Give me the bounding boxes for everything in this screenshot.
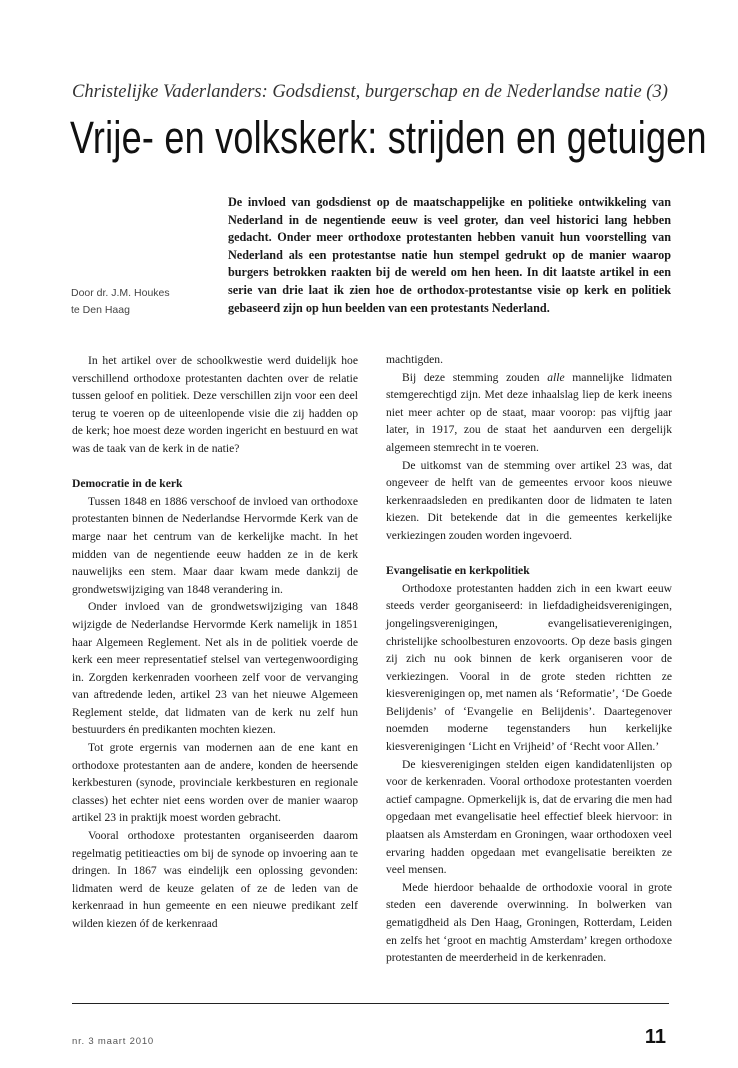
intro-paragraph: In het artikel over de schoolkwestie werd duidelijk hoe verschillend orthodoxe protestanten dachten over de relatie tussen geloof en politiek. Deze verschillen zijn voor een deel terug te voeren op de uiteenlopende visie die zij hadden op de kerk; hoe moest deze worden ingericht en bestuurd en wat was de taak van de kerk in de natie? — [72, 354, 358, 455]
series-title: Christelijke Vaderlanders: Godsdienst, burgerschap en de Nederlandse natie (3) — [72, 82, 668, 102]
byline — [71, 285, 221, 319]
body-paragraph — [386, 369, 672, 457]
lead-paragraph: De invloed van godsdienst op de maatschappelijke en politieke ontwikkeling van Nederland in de negentiende eeuw is veel groter, dan veel historici lang hebben gedacht. Onder meer orthodoxe protestanten hebben vanuit hun voorstelling van Nederland als een protestantse natie hun stempel gedrukt op de manier waarop burgers betrokken raakten bij de wereld om hen heen. In dit laatste artikel in een serie van drie laat ik zien hoe de orthodox-protestantse visie op kerk en politiek gebaseerd zijn op hun beelden van een protestants Nederland. — [228, 195, 671, 315]
body-paragraph: De kiesverenigingen stelden eigen kandidatenlijsten op voor de kerkenraden. Vooral orthodoxe protestanten voerden actief campagne. Opmerkelijk is, dat de ervaring die men had opgedaan met evangelisatie heel effectief bleek hiervoor: in plaatsen als Amsterdam en Groningen, waar orthodoxen veel ervaring hadden opgedaan met evangelisatie bereikten ze veel mensen. — [386, 757, 672, 877]
section-heading-evangelisatie: Evangelisatie en kerkpolitiek — [386, 564, 530, 578]
byline-location: te Den Haag — [71, 304, 130, 316]
page-number: 11 — [644, 1026, 666, 1048]
body-paragraph: Mede hierdoor behaalde de orthodoxie vooral in grote steden een daverende overwinning. In bolwerken van gematigdheid als Den Haag, Groningen, Rotterdam, Leiden en zelfs het ‘groot en machtig Amsterdam’ kregen orthodoxe protestanten de meerderheid in de kerkenraden. — [386, 880, 672, 965]
article-title: Vrije- en volkskerk: strijden en getuigen — [70, 112, 707, 163]
text-run: mannelijke lidmaten stemgerechtigd zijn. Met deze inhaalslag liep de kerk ineens niet meer achter op de staat, maar voorop: pas vijftig jaar later, in 1917, zou de staat het aandurven een dergelijk algemeen stemrecht in te voeren. — [386, 370, 673, 454]
text-run: Bij deze stemming zouden — [402, 370, 548, 384]
body-paragraph: Onder invloed van de grondwetswijziging van 1848 wijzigde de Nederlandse Hervormde Kerk namelijk in 1851 haar Algemeen Reglement. Net als in de politiek voerde de kerk een meer representatief stelsel van vertegenwoordiging in. Zorgden kerkenraden voorheen zelf voor de vervanging van aftredende leden, artikel 23 van het nieuwe Algemeen Reglement stelde, dat lidmaten van de kerk nu zelf hun bestuurders én predikanten mochten kiezen. — [72, 600, 358, 737]
byline-author: Door dr. J.M. Houkes — [71, 287, 170, 299]
body-paragraph: Vooral orthodoxe protestanten organiseerden daarom regelmatig petitieacties om bij de synode op invoering aan te dringen. In 1867 was eindelijk een oplossing gevonden: lidmaten werd de keuze gelaten of ze de leden van de kerkenraad in hun gemeente en een nieuwe predikant zelf wilden kiezen óf de kerkenraad — [72, 829, 358, 930]
footer-rule — [72, 1003, 669, 1004]
body-paragraph: Orthodoxe protestanten hadden zich in een kwart eeuw steeds verder georganiseerd: in liefdadigheidsverenigingen, jongelingsverenigingen, evangelisatieverenigingen, christelijke schoolbesturen enzovoorts. Op deze basis gingen zij zich nu ook binnen de kerk organiseren voor de verkiezingen. Vooral in de grote steden richtten ze kiesverenigingen op, met namen als ‘Reformatie’, ‘De Goede Belijdenis’ of ‘Evangelie en Belijdenis’. Daartegenover noemden moderne tegenstanders hun kerkelijke kiesverenigingen ‘Licht en Vrijheid’ of ‘Recht voor Allen.’ — [386, 581, 672, 754]
body-paragraph: De uitkomst van de stemming over artikel 23 was, dat ongeveer de helft van de gemeentes ervoor koos nieuwe kerkenraadsleden en predikanten door de lidmaten te laten kiezen. Dit betekende dat in die gemeentes kerkelijke verkiezingen zouden worden ingevoerd. — [386, 458, 672, 542]
continued-paragraph: machtigden. — [386, 353, 443, 366]
left-column — [72, 352, 358, 933]
issue-label: nr. 3 maart 2010 — [72, 1036, 154, 1047]
right-column — [386, 351, 672, 967]
body-paragraph: Tot grote ergernis van modernen aan de ene kant en orthodoxe protestanten aan de andere, konden de heersende kerkbesturen (synode, provinciale kerkbesturen en regionale classes) het echter niet eens worden over de manier waarop artikel 23 in praktijk moest worden gebracht. — [72, 741, 358, 825]
body-paragraph: Tussen 1848 en 1886 verschoof de invloed van orthodoxe protestanten binnen de Nederlandse Hervormde Kerk van de marge naar het centrum van de kerkelijke macht. In het midden van de negentiende eeuw hadden ze in de kerk nauwelijks een stem. Maar daar kwam mede dankzij de grondwetswijziging van 1848 verandering in. — [72, 494, 358, 596]
emphasis-text: alle — [547, 370, 565, 384]
section-heading-democratie: Democratie in de kerk — [72, 477, 183, 491]
